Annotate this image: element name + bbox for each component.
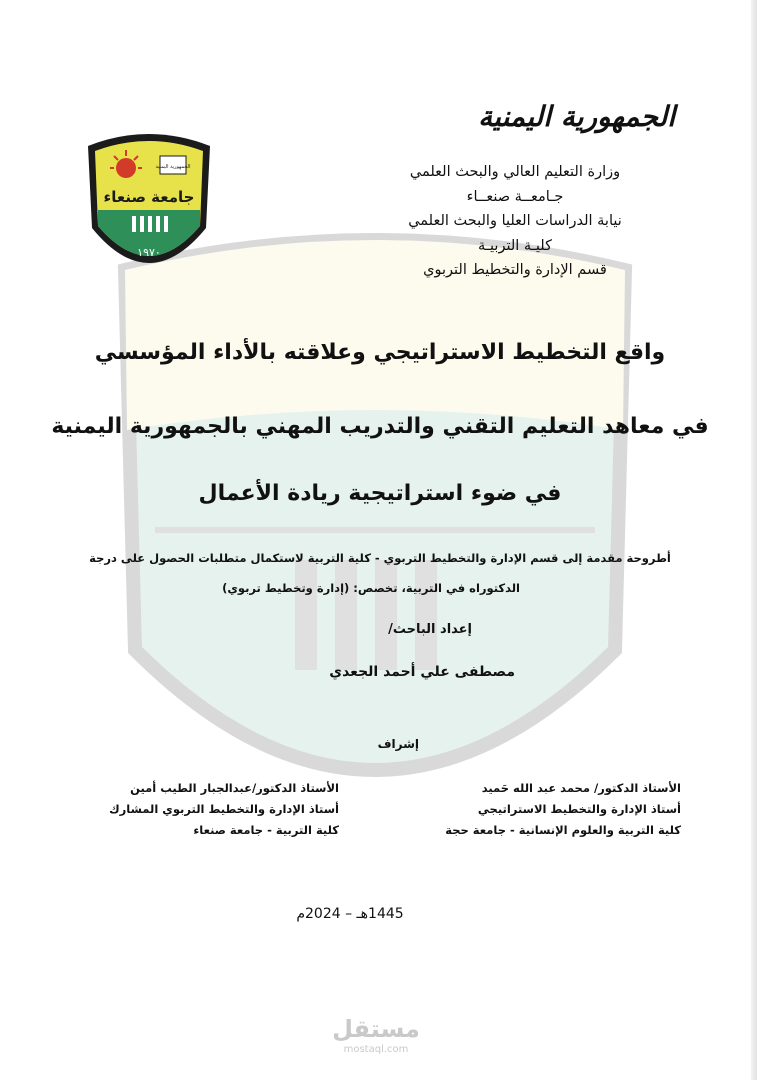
supervisor-left-name: الأستاذ الدكتور/عبدالجبار الطيب أمين bbox=[130, 781, 339, 795]
supervisor-right bbox=[445, 778, 681, 841]
thesis-date: 1445هـ – 2024م bbox=[296, 906, 404, 922]
deanship-line: نيابة الدراسات العليا والبحث العلمي bbox=[408, 213, 622, 229]
ministry-line: وزارة التعليم العالي والبحث العلمي bbox=[409, 164, 621, 180]
faculty-line: كليـة التربيـة bbox=[478, 237, 552, 254]
logo-university-name: جامعة صنعاء bbox=[103, 188, 195, 206]
supervisor-left bbox=[109, 778, 339, 841]
supervisor-left-affiliation: كلية التربية - جامعة صنعاء bbox=[193, 823, 339, 837]
university-watermark bbox=[95, 230, 655, 870]
university-line: جـامعــة صنعــاء bbox=[466, 188, 564, 205]
supervisor-right-affiliation: كلية التربية والعلوم الإنسانية - جامعة حجة bbox=[445, 823, 681, 837]
logo-year: ١٩٧٠ bbox=[137, 246, 161, 259]
mostaql-arabic-logo: مستقل bbox=[332, 1015, 420, 1043]
institution-header bbox=[355, 160, 675, 283]
supervisor-left-title: أستاذ الإدارة والتخطيط التربوي المشارك bbox=[109, 802, 339, 816]
author-name: مصطفى علي أحمد الجعدي bbox=[329, 664, 515, 680]
supervisor-right-title: أستاذ الإدارة والتخطيط الاستراتيجي bbox=[477, 802, 681, 816]
university-logo bbox=[84, 128, 214, 283]
author-label: إعداد الباحث/ bbox=[388, 622, 472, 637]
thesis-title-line-3: في ضوء استراتيجية ريادة الأعمال bbox=[198, 481, 562, 506]
thesis-title-line-2: في معاهد التعليم التقني والتدريب المهني بالجمهورية اليمنية bbox=[51, 414, 709, 439]
page-edge-shadow bbox=[751, 0, 757, 1080]
republic-title: الجمهورية اليمنية bbox=[478, 100, 675, 133]
department-line: قسم الإدارة والتخطيط التربوي bbox=[423, 262, 607, 278]
mostaql-domain: mostaql.com bbox=[343, 1044, 409, 1055]
thesis-title-line-1: واقع التخطيط الاستراتيجي وعلاقته بالأداء المؤسسي bbox=[94, 340, 666, 365]
logo-badge-text: الجمهورية اليمنية bbox=[155, 164, 191, 170]
mostaql-watermark bbox=[322, 1014, 430, 1056]
supervision-label: إشراف bbox=[377, 737, 419, 751]
thesis-description-line-2: الدكتوراه في التربية، تخصص: (إدارة وتخطيط تربوي) bbox=[222, 581, 520, 595]
supervisor-right-name: الأستاذ الدكتور/ محمد عبد الله حَميد bbox=[481, 781, 681, 795]
thesis-description-line-1: أطروحة مقدمة إلى قسم الإدارة والتخطيط التربوي - كلية التربية لاستكمال متطلبات الحصول على درجة bbox=[89, 551, 671, 565]
